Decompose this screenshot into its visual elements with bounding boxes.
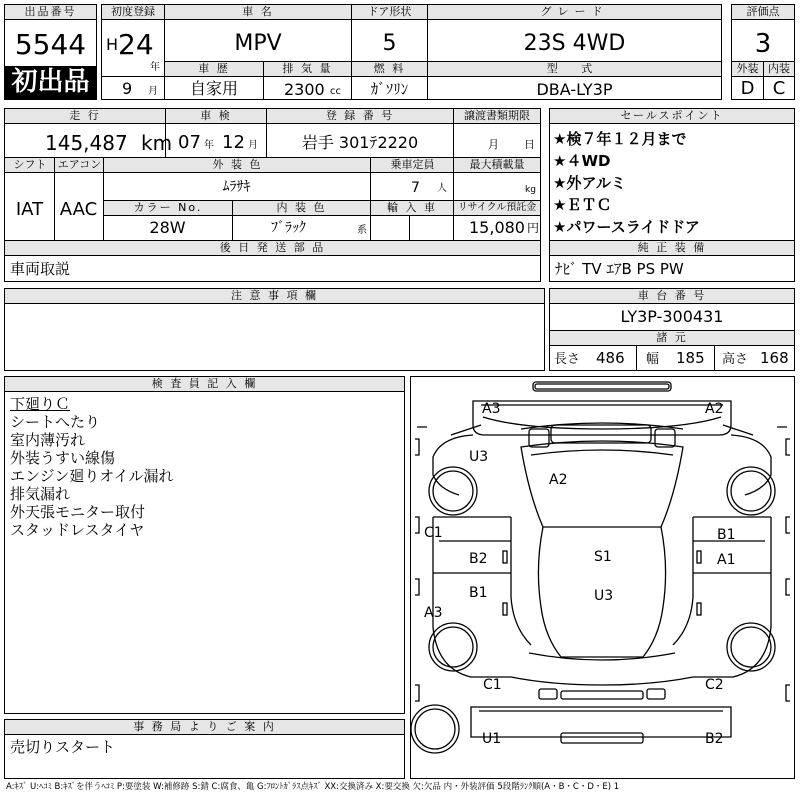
inspector-line: エンジン廻りオイル漏れ	[10, 467, 174, 485]
grade-label: グレード	[428, 5, 721, 20]
model-box	[427, 61, 722, 100]
mark-b1-right: B1	[717, 527, 736, 543]
mark-b1-left-rear: B1	[469, 585, 488, 601]
inspector-box	[4, 376, 405, 714]
office-title: 事 務 局 よ り ご 案 内	[5, 720, 404, 735]
recycle-label: リサイクル預託金	[454, 201, 540, 216]
width: 185	[676, 349, 705, 367]
mark-b2-bumper-right: B2	[705, 731, 724, 747]
max-load-unit: kg	[525, 185, 536, 195]
later-parts: 車両取説	[10, 260, 71, 278]
color-no: 28W	[149, 218, 186, 237]
width-label: 幅	[646, 352, 660, 367]
inspection-month: 12	[222, 132, 245, 153]
inspection-year-unit: 年	[204, 140, 214, 151]
equipment-title: 純 正 装 備	[550, 241, 794, 256]
height: 168	[760, 349, 789, 367]
mark-a3-left-rear: A3	[424, 605, 443, 621]
mileage: 145,487	[45, 131, 128, 155]
inspector-line: 下廻りＣ	[10, 395, 71, 413]
mark-c1-rear-left: C1	[483, 677, 502, 693]
fuel-box	[351, 61, 428, 100]
car-name-box	[164, 4, 352, 62]
recycle-unit: 円	[527, 221, 540, 235]
ac-label: エアコン	[55, 158, 104, 173]
selling-points-title: セールスポイント	[550, 109, 794, 124]
displacement-box	[263, 61, 352, 100]
first-reg-year: 24	[118, 28, 154, 61]
first-listing-badge: 初出品	[5, 66, 96, 99]
displacement: 2300	[284, 80, 325, 99]
lot-box	[4, 4, 97, 100]
inspector-line: 室内薄汚れ	[10, 431, 86, 449]
door-box	[351, 4, 428, 62]
first-registration-box	[101, 4, 165, 100]
plate-box	[266, 108, 454, 158]
grade: 23S 4WD	[523, 31, 626, 56]
mark-s1-center: S1	[594, 549, 612, 565]
mileage-box	[4, 108, 173, 158]
capacity: 7	[411, 180, 420, 196]
ext-grade-label: 外装	[732, 62, 763, 77]
doors: 5	[382, 31, 397, 56]
inspector-line: スタッドレスタイヤ	[10, 521, 145, 539]
transfer-day-unit: 日	[524, 138, 535, 151]
import-label: 輸 入 車	[371, 201, 453, 216]
notes-box	[4, 288, 545, 371]
door-label: ドア形状	[352, 5, 427, 20]
mark-c1-left: C1	[424, 525, 443, 541]
mark-a2-roof: A2	[549, 472, 568, 488]
mark-a1-right-door: A1	[717, 552, 736, 568]
mileage-unit: km	[141, 131, 173, 155]
recycle: 15,080	[469, 218, 525, 237]
length-label: 長さ	[554, 352, 581, 367]
mark-a3-front-left: A3	[482, 401, 501, 417]
capacity-label: 乗車定員	[371, 158, 454, 173]
mark-u1-bumper-left: U1	[482, 731, 502, 747]
selling-point: ★外アルミ	[553, 174, 626, 192]
displacement-unit: cc	[330, 86, 341, 97]
spec-title: 諸 元	[550, 330, 794, 346]
max-load-label: 最大積載量	[454, 158, 540, 173]
model: DBA-LY3P	[536, 80, 613, 99]
equipment-box	[549, 240, 795, 282]
selling-points-box	[549, 108, 795, 241]
inspector-line: 排気漏れ	[10, 485, 71, 503]
spec-grid	[4, 157, 541, 241]
ac: AAC	[59, 199, 98, 220]
mileage-label: 走 行	[5, 109, 165, 124]
selling-point: ★ＥＴＣ	[553, 196, 612, 214]
score: 3	[754, 29, 772, 59]
model-label: 型 式	[428, 62, 721, 77]
history-box	[164, 61, 264, 100]
shift-label: シフト	[5, 158, 55, 173]
chassis-box	[549, 288, 795, 371]
score-box	[731, 4, 795, 62]
legend: A:ｷｽﾞ U:ﾍｺﾐ B:ｷｽﾞを伴うﾍｺﾐ P:要塗装 W:補修跡 S:錆 C:腐食、亀 G:ﾌﾛﾝﾄｶﾞﾗｽ点ｷｽﾞ XX:交換済み X:要交換 欠:欠品 内・外装評価 5段階ﾗﾝｸ順(A・B・C・D・E) 1	[6, 782, 620, 792]
office-text: 売切りスタート	[10, 738, 116, 756]
first-reg-month: 9	[122, 79, 133, 98]
transfer-box	[453, 108, 541, 158]
mark-a2-front-right: A2	[705, 401, 724, 417]
plate-label: 登 録 番 号	[267, 109, 453, 124]
shift: IAT	[15, 199, 44, 220]
score-label: 評価点	[732, 5, 794, 20]
car-outline	[411, 377, 794, 778]
first-registration-label: 初度登録	[102, 5, 164, 20]
damage-diagram	[410, 376, 795, 779]
ext-color: ﾑﾗｻｷ	[222, 179, 251, 195]
capacity-unit: 人	[437, 183, 447, 194]
office-box	[4, 719, 405, 779]
plate: 岩手 301ﾃ2220	[301, 133, 419, 152]
transfer-label: 譲渡書類期限	[454, 109, 540, 124]
fuel-label: 燃 料	[352, 62, 427, 77]
later-parts-title: 後 日 発 送 部 品	[5, 241, 540, 256]
grade-box	[427, 4, 722, 62]
int-grade-box	[763, 61, 795, 100]
displacement-label: 排 気 量	[264, 62, 351, 77]
inspector-title: 検 査 員 記 入 欄	[5, 377, 404, 392]
history: 自家用	[189, 79, 238, 98]
selling-point: ★４WD	[553, 152, 611, 170]
mark-b2-left-door: B2	[469, 551, 488, 567]
later-parts-box	[4, 240, 541, 282]
int-color-label: 内 装 色	[233, 201, 370, 216]
mark-c2-rear-right: C2	[705, 677, 724, 693]
month-unit: 月	[148, 86, 158, 97]
car-name: MPV	[234, 31, 282, 56]
transfer-month-unit: 月	[488, 138, 499, 151]
int-grade: C	[772, 78, 786, 99]
color-no-label: カラー No.	[104, 201, 232, 216]
inspection-month-unit: 月	[248, 140, 258, 151]
int-grade-label: 内装	[764, 62, 794, 77]
era: H	[106, 35, 119, 54]
mark-u3-center: U3	[594, 588, 614, 604]
history-label: 車 歴	[165, 62, 263, 77]
selling-point: ★パワースライドドア	[553, 218, 700, 236]
height-label: 高さ	[722, 352, 749, 367]
fuel: ｶﾞｿﾘﾝ	[370, 80, 409, 98]
selling-point: ★検７年１２月まで	[553, 130, 687, 148]
chassis-title: 車 台 番 号	[550, 289, 794, 304]
equipment: ﾅﾋﾞ TV ｴｱB PS PW	[555, 260, 684, 278]
inspector-line: 外装うすい線傷	[10, 449, 116, 467]
length: 486	[596, 349, 625, 367]
lot-number: 5544	[14, 28, 87, 61]
ext-grade: D	[740, 78, 755, 99]
inspection-label: 車 検	[166, 109, 266, 124]
inspector-line: シートへたり	[10, 413, 101, 431]
year-unit: 年	[150, 62, 160, 73]
inspector-line: 外天張モニター取付	[10, 503, 146, 521]
chassis-number: LY3P-300431	[620, 307, 724, 326]
int-color-unit: 系	[357, 225, 367, 236]
ext-grade-box	[731, 61, 764, 100]
notes-title: 注 意 事 項 欄	[5, 289, 544, 304]
car-name-label: 車 名	[165, 5, 351, 20]
lot-label: 出品番号	[5, 5, 96, 20]
ext-color-label: 外 装 色	[104, 158, 371, 173]
inspection-box	[165, 108, 267, 158]
inspection-year: 07	[178, 132, 201, 153]
int-color: ﾌﾞﾗｯｸ	[271, 220, 306, 236]
mark-u3-left-front: U3	[469, 449, 489, 465]
